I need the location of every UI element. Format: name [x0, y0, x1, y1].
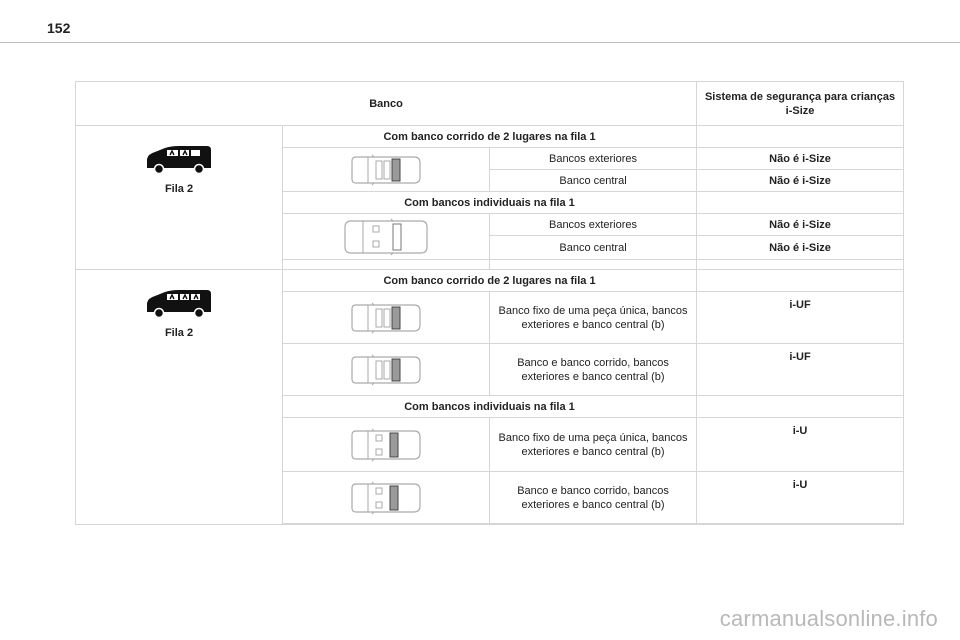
empty-cell — [697, 270, 904, 292]
seat-position: Bancos exteriores — [490, 148, 697, 170]
seat-layout-icon — [283, 472, 490, 524]
isize-value: Não é i-Size — [697, 236, 904, 260]
table-row — [76, 270, 904, 292]
seat-layout-icon — [283, 214, 490, 260]
watermark: carmanualsonline.info — [719, 606, 938, 631]
empty-cell — [697, 126, 904, 148]
section-title: Com bancos individuais na fila 1 — [283, 396, 697, 418]
section-title: Com bancos individuais na fila 1 — [283, 192, 697, 214]
isize-value: Não é i-Size — [697, 148, 904, 170]
empty-cell — [697, 192, 904, 214]
seat-position: Banco fixo de uma peça única, bancos exteriores e banco central (b) — [490, 292, 697, 344]
seat-position: Banco e banco corrido, bancos exteriores e banco central (b) — [490, 472, 697, 524]
row-label: Fila 2 — [164, 183, 194, 195]
table-header-row — [76, 82, 904, 126]
header-divider — [0, 42, 960, 43]
section-title: Com banco corrido de 2 lugares na fila 1 — [283, 270, 697, 292]
seat-position: Banco central — [490, 170, 697, 192]
isize-value: i-UF — [697, 292, 904, 344]
seat-position: Bancos exteriores — [490, 214, 697, 236]
row-label-cell — [76, 270, 283, 525]
van-side-icon — [82, 144, 276, 174]
spacer-cell — [490, 524, 697, 525]
seat-position: Banco central — [490, 236, 697, 260]
page-number: 152 — [47, 20, 71, 36]
seat-position: Banco e banco corrido, bancos exteriores e banco central (b) — [490, 344, 697, 396]
header-seat: Banco — [76, 82, 697, 126]
spacer-cell — [283, 260, 490, 270]
table-row — [76, 126, 904, 148]
spacer-cell — [490, 260, 697, 270]
seat-layout-icon — [283, 292, 490, 344]
isize-value: i-U — [697, 418, 904, 472]
child-seat-table — [75, 81, 904, 525]
isize-value: i-UF — [697, 344, 904, 396]
spacer-cell — [697, 260, 904, 270]
isize-value: i-U — [697, 472, 904, 524]
spacer-cell — [283, 524, 490, 525]
seat-position: Banco fixo de uma peça única, bancos exteriores e banco central (b) — [490, 418, 697, 472]
seat-layout-icon — [283, 148, 490, 192]
row-label-cell — [76, 126, 283, 270]
isize-value: Não é i-Size — [697, 214, 904, 236]
van-side-icon — [82, 288, 276, 318]
empty-cell — [697, 396, 904, 418]
header-system: Sistema de segurança para crianças i-Size — [697, 82, 904, 126]
seat-layout-icon — [283, 418, 490, 472]
section-title: Com banco corrido de 2 lugares na fila 1 — [283, 126, 697, 148]
seat-layout-icon — [283, 344, 490, 396]
isize-value: Não é i-Size — [697, 170, 904, 192]
row-label: Fila 2 — [164, 327, 194, 339]
spacer-cell — [697, 524, 904, 525]
